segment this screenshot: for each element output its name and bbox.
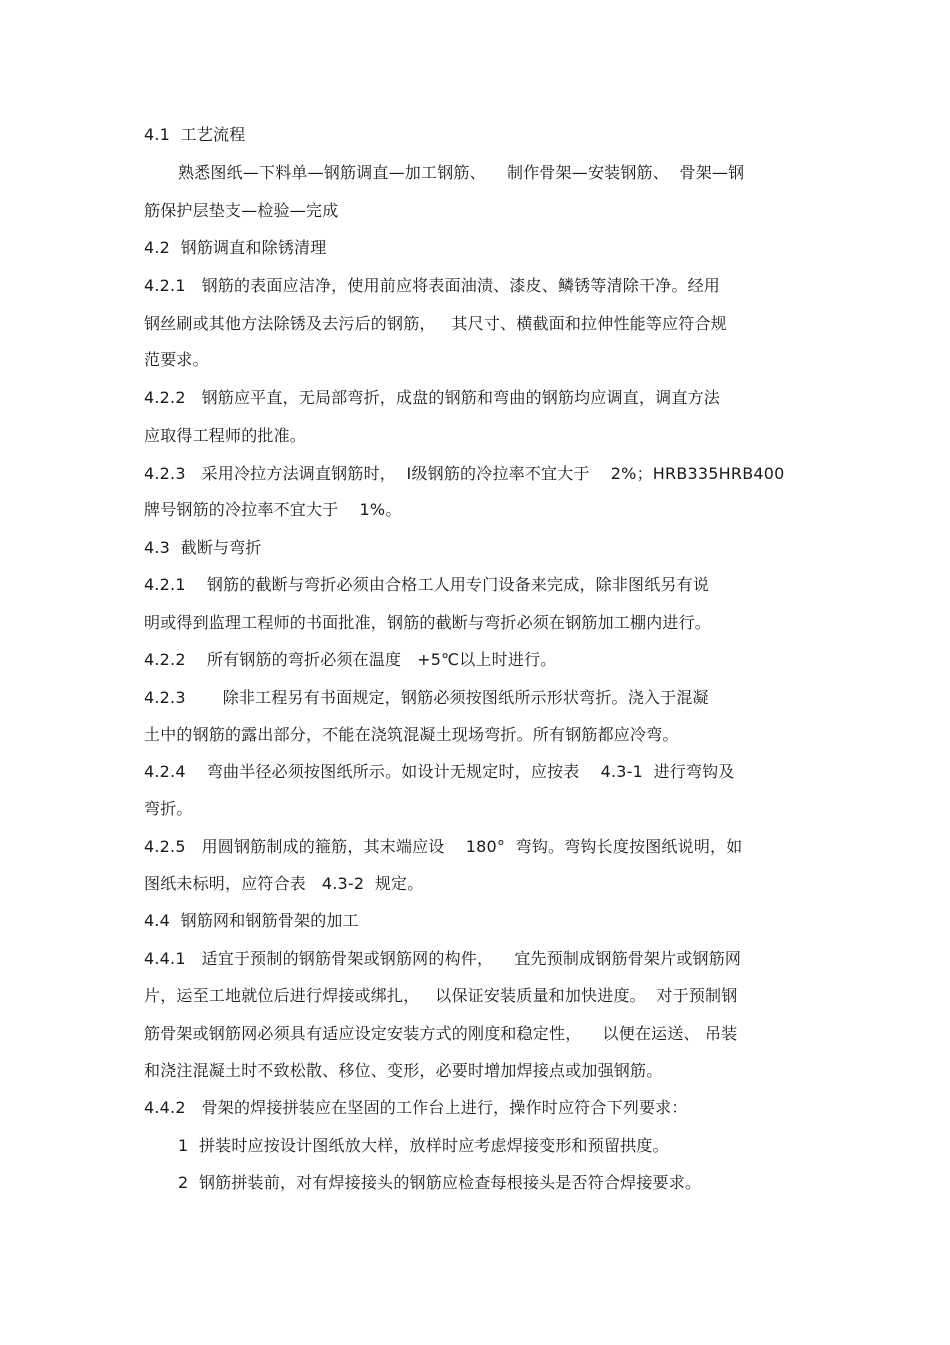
text-line: 4.2.4 弯曲半径必须按图纸所示。如设计无规定时，应按表 4.3-1 进行弯钩及	[144, 762, 735, 781]
text-line: 片，运至工地就位后进行焊接或绑扎， 以保证安装质量和加快进度。 对于预制钢	[144, 986, 738, 1005]
text-line: 图纸未标明，应符合表 4.3-2 规定。	[144, 874, 424, 893]
text-line: 4.2.3 除非工程另有书面规定，钢筋必须按图纸所示形状弯折。浇入于混凝	[144, 688, 709, 707]
text-line: 熟悉图纸—下料单—钢筋调直—加工钢筋、 制作骨架—安装钢筋、 骨架—钢	[178, 163, 745, 182]
text-line: 4.2.5 用圆钢筋制成的箍筋，其末端应设 180° 弯钩。弯钩长度按图纸说明，如	[144, 837, 743, 856]
section-heading-4-1: 4.1 工艺流程	[144, 125, 246, 144]
text-line: 4.4.1 适宜于预制的钢筋骨架或钢筋网的构件， 宜先预制成钢筋骨架片或钢筋网	[144, 949, 742, 968]
text-line: 4.2.1 钢筋的截断与弯折必须由合格工人用专门设备来完成，除非图纸另有说	[144, 575, 710, 594]
text-line: 应取得工程师的批准。	[144, 426, 307, 445]
text-line: 4.2.1 钢筋的表面应洁净，使用前应将表面油渍、漆皮、鳞锈等清除干净。经用	[144, 276, 720, 295]
section-heading-4-4: 4.4 钢筋网和钢筋骨架的加工	[144, 911, 359, 930]
text-line: 明或得到监理工程师的书面批准，钢筋的截断与弯折必须在钢筋加工棚内进行。	[144, 613, 712, 632]
text-line: 和浇注混凝土时不致松散、移位、变形，必要时增加焊接点或加强钢筋。	[144, 1061, 663, 1080]
list-item: 2 钢筋拼装前，对有焊接接头的钢筋应检查每根接头是否符合焊接要求。	[178, 1173, 702, 1192]
section-heading-4-2: 4.2 钢筋调直和除锈清理	[144, 238, 327, 257]
text-line: 筋保护层垫支—检验—完成	[144, 201, 339, 220]
text-line: 钢丝刷或其他方法除锈及去污后的钢筋， 其尺寸、横截面和拉伸性能等应符合规	[144, 314, 727, 333]
text-line: 土中的钢筋的露出部分，不能在浇筑混凝土现场弯折。所有钢筋都应冷弯。	[144, 725, 679, 744]
list-item: 1 拼装时应按设计图纸放大样，放样时应考虑焊接变形和预留拱度。	[178, 1136, 669, 1155]
text-line: 4.2.3 采用冷拉方法调直钢筋时， Ⅰ级钢筋的冷拉率不宜大于 2%；HRB335HRB400	[144, 464, 785, 483]
text-line: 范要求。	[144, 350, 209, 369]
text-line: 弯折。	[144, 799, 193, 818]
text-line: 牌号钢筋的冷拉率不宜大于 1%。	[144, 500, 402, 519]
text-line: 4.2.2 所有钢筋的弯折必须在温度 +5℃以上时进行。	[144, 650, 557, 669]
text-line: 4.4.2 骨架的焊接拼装应在坚固的工作台上进行，操作时应符合下列要求：	[144, 1098, 688, 1117]
section-heading-4-3: 4.3 截断与弯折	[144, 538, 262, 557]
text-line: 4.2.2 钢筋应平直，无局部弯折，成盘的钢筋和弯曲的钢筋均应调直，调直方法	[144, 388, 720, 407]
text-line: 筋骨架或钢筋网必须具有适应设定安装方式的刚度和稳定性， 以便在运送、 吊装	[144, 1024, 738, 1043]
